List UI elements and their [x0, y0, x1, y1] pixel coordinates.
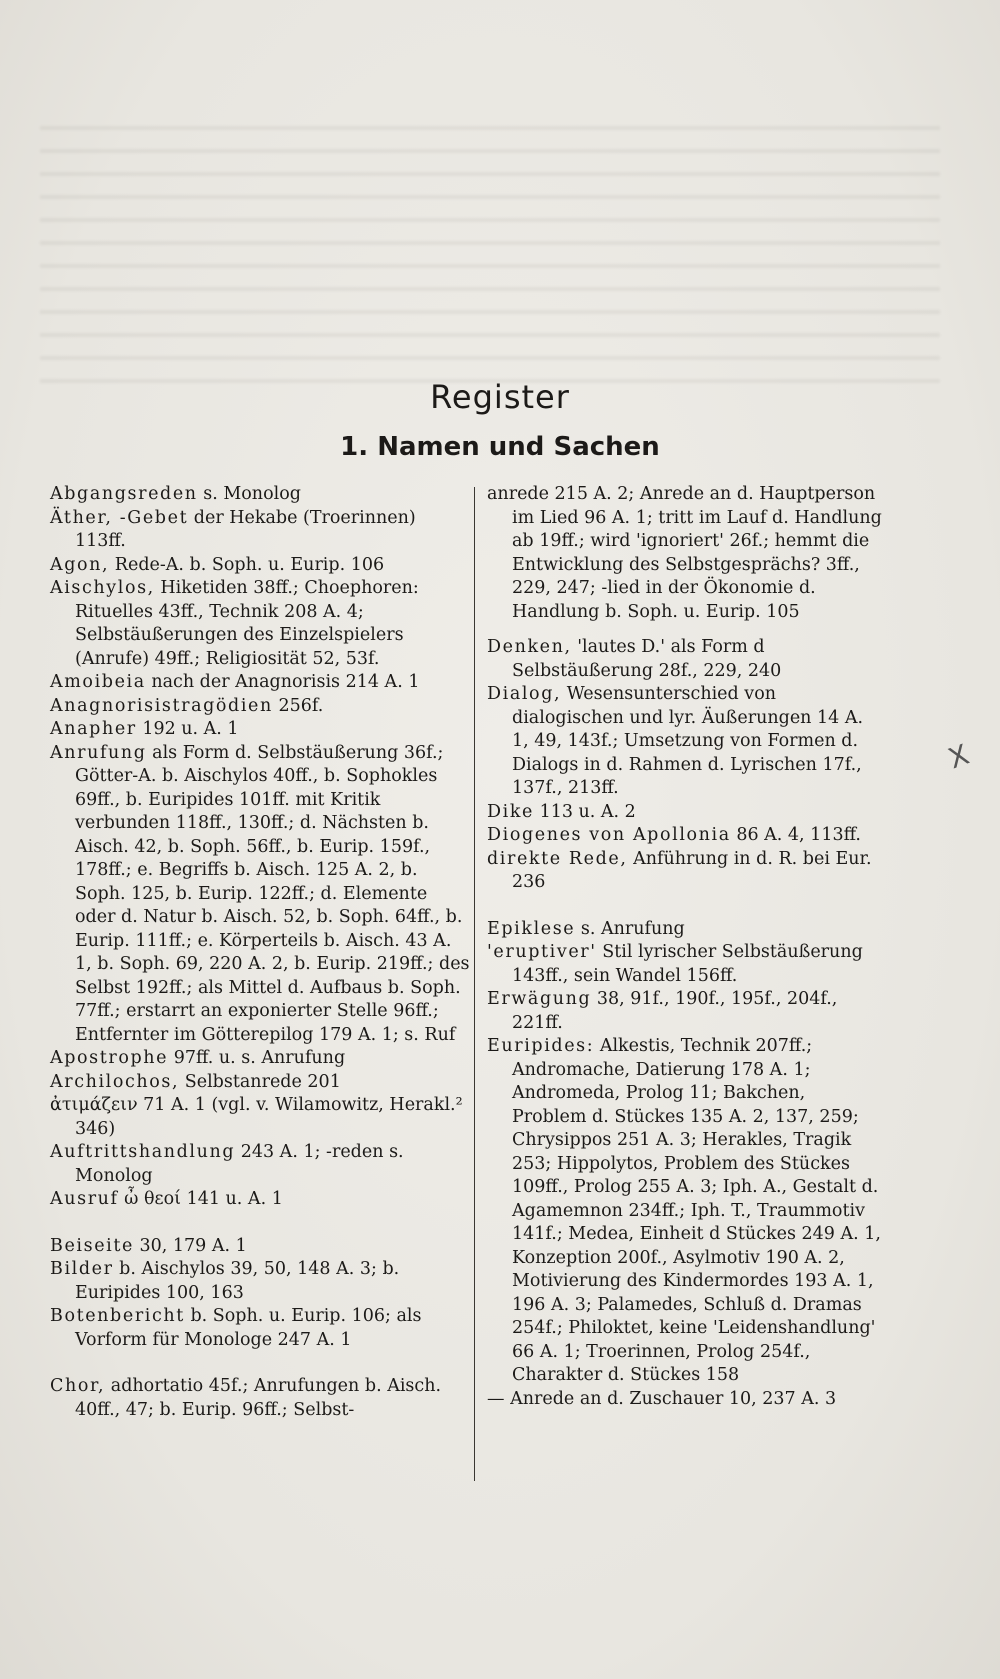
index-entry: Dialog, Wesensunterschied von dialogischen und lyr. Äußerungen 14 A. 1, 49, 143f.; Umsetzung von Formen d. Dialogs in d. Rahmen d. Lyrischen 17f., 137f., 213ff.: [487, 684, 864, 798]
index-entry: Abgangsreden s. Monolog: [50, 484, 301, 504]
bleed-through-text: [40, 110, 940, 400]
index-entry: ἀτιμάζειν 71 A. 1 (vgl. v. Wilamowitz, Herakl.² 346): [50, 1095, 463, 1139]
index-entry: 'eruptiver' Stil lyrischer Selbstäußerung 143ff., sein Wandel 156ff.: [487, 942, 863, 986]
index-entry: Euripides: Alkestis, Technik 207ff.; Andromache, Datierung 178 A. 1; Andromeda, Prolog 11; Bakchen, Problem d. Stückes 135 A. 2, 137, 259; Chrysippos 251 A. 3; Herakles, Tragik 253; Hippolytos, Problem des Stückes 109ff., Prolog 255 A. 3; Iph. A., Gestalt d. Agamemnon 234ff.; Iph. T., Traummotiv 141f.; Medea, Einheit d Stückes 249 A. 1, Konzeption 200f., Asylmotiv 190 A. 2, Motivierung des Kindermordes 193 A. 1, 196 A. 3; Palamedes, Schluß d. Dramas 254f.; Philoktet, keine 'Leidenshandlung' 66 A. 1; Troerinnen, Prolog 254f., Charakter d. Stückes 158: [487, 1036, 881, 1385]
right-column: [487, 483, 882, 1411]
index-entry: direkte Rede, Anführung in d. R. bei Eur. 236: [487, 848, 872, 892]
letter-gap: [487, 895, 882, 918]
index-entry: Chor, adhortatio 45f.; Anrufungen b. Aisch. 40ff., 47; b. Eurip. 96ff.; Selbst-: [50, 1376, 442, 1420]
index-entry: — Anrede an d. Zuschauer 10, 237 A. 3: [487, 1388, 837, 1409]
index-entry: Diogenes von Apollonia 86 A. 4, 113ff.: [487, 825, 861, 845]
index-entry: Äther, -Gebet der Hekabe (Troerinnen) 113ff.: [50, 507, 416, 551]
index-entry: Epiklese s. Anrufung: [487, 918, 685, 939]
index-entry: Erwägung 38, 91f., 190f., 195f., 204f., 221ff.: [487, 989, 838, 1033]
index-entry-continued: anrede 215 A. 2; Anrede an d. Hauptperson im Lied 96 A. 1; tritt im Lauf d. Handlung ab 19ff.; wird 'ignoriert' 26f.; hemmt die Entwicklung des Selbstgesprächs? 3ff., 229, 247; -lied in der Ökonomie d. Handlung b. Soph. u. Eurip. 105: [487, 484, 882, 622]
letter-gap: [50, 1352, 470, 1375]
index-entry: Anagnorisistragödien 256f.: [50, 695, 324, 716]
index-entry: Agon, Rede-A. b. Soph. u. Eurip. 106: [50, 554, 385, 575]
index-entry: Anapher 192 u. A. 1: [50, 719, 239, 739]
section-title: 1. Namen und Sachen: [340, 432, 660, 462]
index-entry: Amoibeia nach der Anagnorisis 214 A. 1: [50, 672, 420, 692]
letter-gap: [50, 1212, 470, 1235]
column-divider: [474, 487, 475, 1481]
index-entry: Beiseite 30, 179 A. 1: [50, 1235, 247, 1256]
index-entry: Anrufung als Form d. Selbstäußerung 36f.; Götter-A. b. Aischylos 40ff., b. Sophokles 69ff., b. Euripides 101ff. mit Kritik verbunden 118ff., 130ff.; d. Nächsten b. Aisch. 42, b. Soph. 56ff., b. Eurip. 159f., 178ff.; e. Begriffs b. Aisch. 125 A. 2, b. Soph. 125, b. Eurip. 122ff.; d. Elemente oder d. Natur b. Aisch. 52, b. Soph. 64ff., b. Eurip. 111ff.; e. Körperteils b. Aisch. 43 A. 1, b. Soph. 69, 220 A. 2, b. Eurip. 219ff.; des Selbst 192ff.; als Mittel d. Aufbaus b. Soph. 77ff.; erstarrt an exponierter Stelle 96ff.; Entfernter im Götterepilog 179 A. 1; s. Ruf: [50, 742, 470, 1045]
page-title: Register: [430, 378, 570, 416]
index-entry: Archilochos, Selbstanrede 201: [50, 1071, 341, 1092]
index-entry: Bilder b. Aischylos 39, 50, 148 A. 3; b. Euripides 100, 163: [50, 1259, 400, 1303]
index-entry: Auftrittshandlung 243 A. 1; -reden s. Monolog: [50, 1142, 404, 1186]
index-entry: Denken, 'lautes D.' als Form d Selbstäußerung 28f., 229, 240: [487, 637, 782, 681]
index-entry: Botenbericht b. Soph. u. Eurip. 106; als Vorform für Monologe 247 A. 1: [50, 1306, 422, 1350]
left-column: [50, 483, 470, 1422]
letter-gap: [487, 624, 882, 636]
index-entry: Dike 113 u. A. 2: [487, 801, 636, 822]
index-entry: Apostrophe 97ff. u. s. Anrufung: [50, 1048, 346, 1068]
index-entry: Aischylos, Hiketiden 38ff.; Choephoren: Rituelles 43ff., Technik 208 A. 4; Selbstäußerungen des Einzelspielers (Anrufe) 49ff.; Religiosität 52, 53f.: [50, 578, 419, 669]
pencil-mark: X: [943, 737, 974, 776]
index-entry: Ausruf ὦ θεοί 141 u. A. 1: [50, 1189, 283, 1209]
